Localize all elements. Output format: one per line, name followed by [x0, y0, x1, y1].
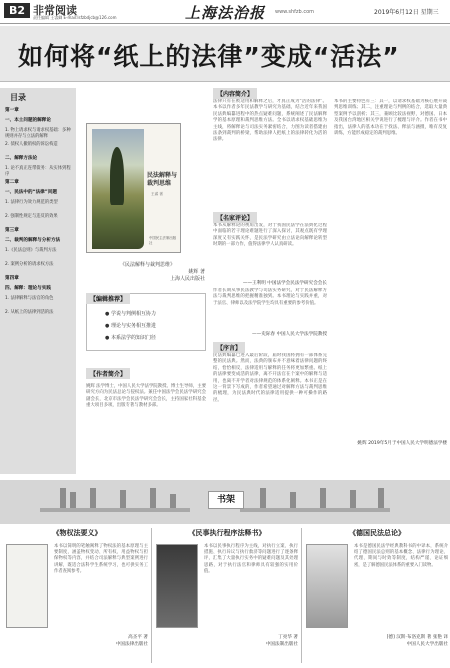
toc-item: 二、裁判的解释与分析方法	[5, 238, 61, 243]
book-caption	[90, 262, 205, 283]
review-book-cover	[156, 544, 198, 628]
section-editor: 责任编辑 王睿卿 E-mail:lsfzbdjcb@126.com	[33, 15, 117, 20]
page-headline: 如何将“纸上的法律”变成“活法”	[18, 42, 400, 71]
right-column-text: 本书的主要特色有三：其一，以请求权基础为核心展开裁判思维训练；其二，注重理论与判例的结合，选取大量典型案例予以剖析；其三，兼顾比较法视野，对德国、日本及我国台湾地区相关学说进行了梳理与评介。作者在书中指出，法律人的基本功在于找法、释法与涵摄，唯有反复训练，方能形成稳定的裁判思维。	[334, 99, 447, 137]
review-text: 本书是德国民法学经典教科书的中译本，系统介绍了德国民法总则的基本概念、法律行为理论、代理、期间与时效等制度，结构严谨、论证细密，是了解德国民法体系的重要入门读物。	[354, 544, 448, 568]
review-publisher: 中国法制出版社	[265, 642, 298, 647]
author-intro-text: 姚辉 法学博士，中国人民大学法学院教授、博士生导师，主要研究方向为民法总论与侵权法。兼任中国法学会民法学研究会副会长，北京市法学会民法学研究会会长，主持国家社科基金重大项目多项，出版专著与教材多部。	[86, 384, 206, 409]
toc-item: 第三章	[5, 228, 19, 233]
masthead	[0, 0, 450, 24]
author-intro-tag: 【作者简介】	[86, 368, 130, 379]
toc-item: 四、解释：理论与实践	[5, 286, 51, 291]
toc-item: 二、解释方法论	[5, 156, 38, 161]
toc-item: 2. 强制性规定与违反的效果	[5, 214, 58, 219]
newspaper-logo: 上海法治报	[185, 4, 266, 22]
expert-tag: 【名家评论】	[213, 212, 257, 223]
section-name: 非常阅读	[33, 4, 77, 17]
toc-item: 2. 债权人撤销权的诉讼构造	[5, 142, 58, 147]
toc-item: 1. 法律行为效力规范的类型	[5, 200, 58, 205]
review-book-cover	[6, 544, 48, 628]
editor-pick-box	[86, 293, 206, 351]
toc-item: 一、本土问题的解释论	[5, 118, 51, 123]
review-author: 高圣平 著	[128, 635, 148, 640]
issue-date: 2019年6月12日 星期三	[374, 9, 439, 16]
newspaper-url: www.shfzb.com	[275, 9, 314, 15]
toc-item: 1. 法律解释与法官的角色	[5, 296, 54, 301]
table-of-contents	[0, 88, 76, 474]
toc-item: 第四章	[5, 276, 19, 281]
cover-painting	[92, 129, 144, 249]
expert-review-1	[213, 223, 327, 279]
caption-publisher: 上海人民出版社	[169, 276, 205, 282]
preface-tag: 【序言】	[213, 342, 245, 353]
cover-title: 民法解释与 裁判思维	[147, 172, 178, 187]
toc-item: 1. 物上请求权与请求权基础：多种规则并存与立法的解释	[5, 128, 71, 139]
expert-signature-1: ——王利明 中国法学会民法学研究会会长	[242, 281, 327, 286]
bookshelf-band	[0, 480, 450, 524]
review-book-cover	[306, 544, 348, 628]
editor-pick-item: ● 学说与判例相互协力	[105, 311, 156, 317]
editor-pick-item: ● 理论与实务相互推进	[105, 323, 156, 329]
review-text: 本书以民事执行程序为主线，对执行立案、执行措施、执行异议与执行救济等问题进行了逐条释评，汇集了大量执行实务中的疑难问题及其处理思路，对于执行法官和律师具有较强的实用价值。	[204, 544, 298, 574]
review-author: [德] 汉斯·布洛克斯 著 张艳 译	[386, 635, 448, 640]
toc-item: 2. 从纸上的法律到活的法	[5, 310, 54, 315]
bookshelf-label: 书架	[208, 491, 244, 509]
review-publisher: 中国法律出版社	[115, 642, 148, 647]
right-column-signature: 姚辉 2019年5月于中国人民大学明德法学楼	[357, 441, 447, 446]
cover-publisher: 中国民主法制出版社	[149, 236, 177, 245]
expert-text-1: 本书从解释论的视角出发，对于我国民法学在法典化过程中面临的若干理论难题进行了深入探讨，其观点既有学理深度又有实践关怀，是民法学研究由立法论向解释论转型时期的一部力作，值得法律学人认真研读。	[213, 223, 327, 248]
caption-author: 姚辉 著	[188, 269, 205, 275]
review-card	[154, 528, 300, 668]
review-title: 《民事执行程序法释书》	[188, 529, 266, 537]
page-number: B2	[4, 3, 30, 18]
expert-text-2: 作者长期从事民法教学与司法实务研究，对于民法解释方法与裁判思维的把握精准独到。本书理论与实践并重，对于法官、律师以及法学院学生均具有重要的参考价值。	[213, 288, 327, 306]
content-intro-text: 法律只有在被适用和解释之后，才真正成为“活的法律”。本书以作者多年民法教学与研究为基础，结合近年来我国民法典编纂进程中的热点疑难问题，系统阐述了民法解释学的基本原理和裁判思维方法。全书以请求权基础思维为主线，将解释论与司法实务紧密结合，力图为读者搭建由法条到裁判的桥梁，帮助法律人把纸上的法律转化为活的法律。	[213, 99, 327, 143]
expert-signature-2: ——史际春 中国人民大学法学院教授	[252, 332, 327, 337]
expert-review-2	[213, 288, 327, 330]
review-publisher: 中国人民大学出版社	[406, 642, 448, 647]
editor-pick-tag: 【编辑推荐】	[86, 293, 130, 304]
toc-item: 1. 论不真正连带债务：从实体到程序	[5, 166, 71, 177]
headline-banner	[0, 26, 450, 82]
author-intro	[86, 361, 206, 472]
preface-text: 民法典编纂已进入最后阶段，届时我国将拥有一部体系完整的民法典。然而，法典的颁布并不意味着法律问题的终结，恰恰相反，法律适用与解释的任务将更加繁重。纸上的法律要变成活的法律，离不开法官在个案中的解释与适用，也离不开学者对法律规范的体系化阐释。本书正是在这一背景下写成的，作者希望通过对解释方法与裁判思维的梳理，为民法典时代的法律适用提供一种可操作的路径。	[213, 353, 327, 403]
review-card	[4, 528, 150, 668]
toc-item: 第一章	[5, 108, 19, 113]
content-intro-tag: 【内容简介】	[213, 88, 257, 99]
editor-pick-item: ● 本系法学的知识门径	[105, 335, 156, 341]
cover-author: 王睿 著	[151, 192, 163, 196]
toc-item: 1.《民法总则》与裁判方法	[5, 248, 57, 253]
toc-item: 一、民法中的“法律”问题	[5, 190, 57, 195]
book-cover	[86, 123, 181, 253]
caption-title: 《民法解释与裁判思维》	[119, 262, 175, 268]
toc-title: 目录	[10, 93, 26, 102]
review-text: 本书以简明的笔触阐释了物权法的基本原理与主要制度，涵盖物权变动、所有权、用益物权与担保物权等内容，并结合司法解释与典型案例进行讲解，既适合法科学生系统学习，也可供实务工作者查阅参考。	[54, 544, 148, 574]
toc-item: 2. 案例分析的请求权方法	[5, 262, 54, 267]
review-title: 《物权法要义》	[52, 529, 102, 537]
review-author: 丁亮华 著	[278, 635, 298, 640]
toc-item: 第二章	[5, 180, 19, 185]
review-title: 《德国民法总论》	[349, 529, 405, 537]
review-card	[304, 528, 450, 668]
